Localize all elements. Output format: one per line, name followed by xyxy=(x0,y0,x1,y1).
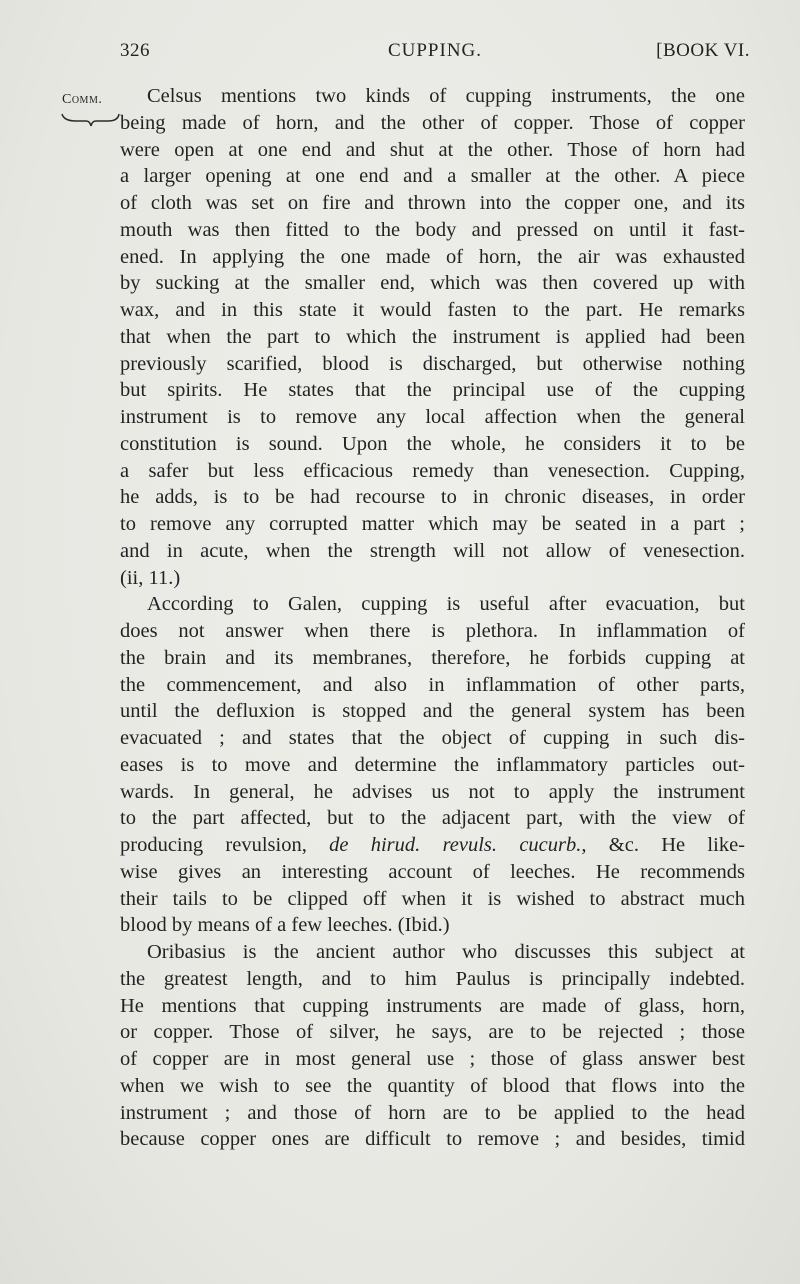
text-line: instrument is to remove any local affection when the general xyxy=(120,406,745,428)
text-line: blood by means of a few leeches. (Ibid.) xyxy=(120,914,450,937)
text-line: were open at one end and shut at the other. Those of horn had xyxy=(120,138,745,161)
running-title: CUPPING. xyxy=(387,40,483,61)
text-line: instrument ; and those of horn are to be applied to the head xyxy=(120,1101,745,1124)
text-line: to remove any corrupted matter which may be seated in a part ; xyxy=(120,513,745,535)
text-line: of copper are in most general use ; those of glass answer best xyxy=(120,1048,745,1070)
text-line: Oribasius is the ancient author who discusses this subject at xyxy=(147,941,745,963)
text-line: He mentions that cupping instruments are made of glass, horn, xyxy=(120,994,745,1017)
text-line: and in acute, when the strength will not allow of venesection. xyxy=(120,539,745,562)
text-line: to the part affected, but to the adjacent part, with the view of xyxy=(120,807,745,830)
text-line: Celsus mentions two kinds of cupping instruments, the one xyxy=(147,85,745,107)
text-line: the greatest length, and to him Paulus is principally indebted. xyxy=(120,967,745,990)
text-line: wards. In general, he advises us not to apply the instrument xyxy=(120,780,745,803)
text-line: the brain and its membranes, therefore, he forbids cupping at xyxy=(120,646,745,669)
text-line: mouth was then fitted to the body and pressed on until it fast- xyxy=(120,218,745,241)
page-header xyxy=(120,40,750,70)
text-line: wise gives an interesting account of leeches. He recommends xyxy=(120,860,745,883)
text-line: until the defluxion is stopped and the general system has been xyxy=(120,700,745,723)
text-line: evacuated ; and states that the object of cupping in such dis- xyxy=(120,727,745,749)
text-line: a larger opening at one end and a smaller at the other. A piece xyxy=(120,165,745,188)
text-line-with-citation xyxy=(120,832,745,859)
text-line: but spirits. He states that the principal use of the cupping xyxy=(120,379,745,402)
text-line: by sucking at the smaller end, which was then covered up with xyxy=(120,272,745,295)
text-line: wax, and in this state it would fasten to the part. He remarks xyxy=(120,299,745,321)
text-line: because copper ones are difficult to remove ; and besides, timid xyxy=(120,1128,745,1151)
text-line: their tails to be clipped off when it is wished to abstract much xyxy=(120,887,745,910)
text-line: being made of horn, and the other of copper. Those of copper xyxy=(120,111,745,134)
text-segment: producing revulsion, xyxy=(120,834,330,856)
text-line: According to Galen, cupping is useful after evacuation, but xyxy=(147,593,745,616)
text-line: of cloth was set on fire and thrown into the copper one, and its xyxy=(120,192,745,214)
text-line: (ii, 11.) xyxy=(120,566,181,589)
book-reference: [BOOK VI. xyxy=(656,40,750,61)
italic-citation: de hirud. revuls. cucurb. xyxy=(329,834,582,856)
text-line: he adds, is to be had recourse to in chronic diseases, in order xyxy=(120,486,745,509)
text-segment: , &c. He like- xyxy=(581,834,745,856)
text-line: when we wish to see the quantity of blood that flows into the xyxy=(120,1074,745,1097)
text-line: that when the part to which the instrument is applied had been xyxy=(120,325,745,348)
body-text xyxy=(120,83,745,1153)
paragraph-oribasius xyxy=(120,939,745,1153)
paragraph-celsus xyxy=(120,83,745,591)
text-line: a safer but less efficacious remedy than venesection. Cupping, xyxy=(120,459,745,482)
margin-note: Comm. xyxy=(62,92,103,107)
text-line: previously scarified, blood is discharged, but otherwise nothing xyxy=(120,352,745,375)
text-line: constitution is sound. Upon the whole, he considers it to be xyxy=(120,432,745,455)
text-line: does not answer when there is plethora. In inflammation of xyxy=(120,620,745,642)
margin-brace-icon xyxy=(60,110,120,130)
text-line: or copper. Those of silver, he says, are to be rejected ; those xyxy=(120,1021,745,1044)
text-line: the commencement, and also in inflammation of other parts, xyxy=(120,673,745,696)
text-line: ened. In applying the one made of horn, the air was exhausted xyxy=(120,245,745,268)
page-number: 326 xyxy=(120,40,150,61)
paragraph-galen xyxy=(120,591,745,939)
text-line: eases is to move and determine the inflammatory particles out- xyxy=(120,753,745,776)
